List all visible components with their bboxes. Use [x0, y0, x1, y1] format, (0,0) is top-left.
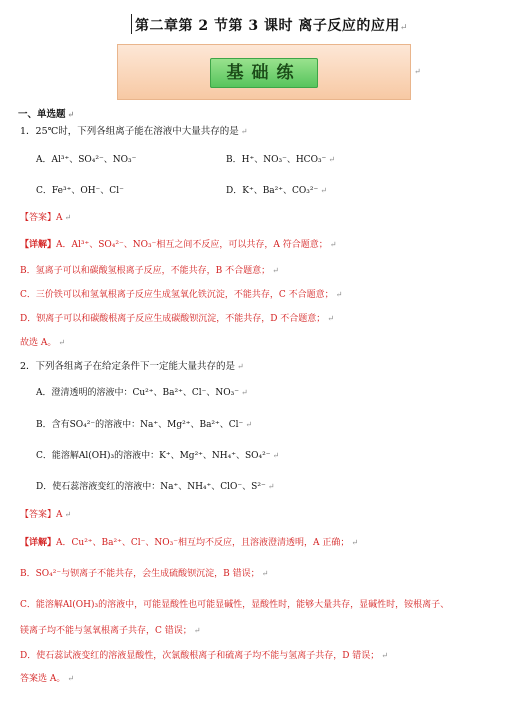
question-1-detail-a — [20, 239, 336, 251]
paragraph-mark: ↵ — [64, 510, 72, 519]
question-1-stem — [20, 126, 247, 138]
option-text: K⁺、Ba²⁺、CO₃²⁻ — [242, 186, 319, 196]
paragraph-mark: ↵ — [64, 213, 72, 222]
banner-label: 基础练 — [226, 63, 302, 83]
option-label: A． — [36, 155, 52, 165]
section-banner — [117, 44, 411, 100]
paragraph-mark: ↵ — [267, 482, 275, 491]
section-heading-text: 一、单选题 — [18, 109, 66, 120]
option-text: H⁺、NO₃⁻、HCO₃⁻ — [241, 155, 327, 165]
answer-value: A — [56, 213, 63, 223]
option-label: D． — [226, 186, 243, 196]
detail-tag: 【详解】 — [20, 538, 57, 548]
paragraph-mark: ↵ — [272, 266, 279, 275]
question-1-detail-b — [20, 265, 279, 277]
question-2-option-a — [36, 387, 248, 399]
detail-text: 镁离子均不能与氢氧根离子共存，C 错误； — [20, 626, 192, 636]
conclusion-text: 故选 A。 — [20, 338, 57, 348]
title-cursor-bar — [131, 14, 132, 34]
detail-tag: 【详解】 — [20, 240, 57, 250]
question-1-conclusion — [20, 337, 65, 349]
option-text: A．澄清透明的溶液中：Cu²⁺、Ba²⁺、Cl⁻、NO₃⁻ — [36, 388, 240, 398]
detail-text: B．氢离子可以和碳酸氢根离子反应，不能共存，B 不合题意； — [20, 266, 271, 276]
question-2-option-b — [36, 419, 252, 431]
paragraph-mark: ↵ — [328, 155, 336, 164]
paragraph-mark: ↵ — [58, 338, 66, 347]
question-2-stem — [20, 361, 244, 373]
answer-value: A — [56, 510, 63, 520]
option-text: B．含有SO₄²⁻的溶液中：Na⁺、Mg²⁺、Ba²⁺、Cl⁻ — [36, 420, 244, 430]
question-2-detail-b — [20, 568, 268, 580]
question-2-answer — [20, 509, 71, 521]
paragraph-mark: ↵ — [320, 186, 327, 195]
paragraph-mark: ↵ — [67, 674, 75, 683]
option-label: C． — [36, 186, 52, 196]
question-1-detail-c — [20, 289, 342, 301]
paragraph-mark: ↵ — [399, 23, 408, 33]
option-label: B． — [226, 155, 242, 165]
section-heading — [18, 108, 74, 121]
paragraph-mark: ↵ — [261, 569, 269, 578]
page-title-text: 第二章第 2 节第 3 课时 离子反应的应用 — [135, 18, 400, 34]
question-1-option-a — [36, 154, 136, 166]
question-1-option-b — [226, 154, 335, 166]
question-1-detail-d — [20, 313, 334, 325]
detail-text: A．Cu²⁺、Ba²⁺、Cl⁻、NO₃⁻相互均不反应，且溶液澄清透明，A 正确； — [56, 538, 350, 548]
conclusion-text: 答案选 A。 — [20, 674, 66, 684]
paragraph-mark: ↵ — [241, 388, 248, 397]
question-2-detail-a — [20, 537, 358, 549]
question-1-option-d — [226, 185, 327, 197]
question-2-conclusion — [20, 673, 74, 685]
detail-text: C．三价铁可以和氢氧根离子反应生成氢氧化铁沉淀，不能共存，C 不合题意； — [20, 290, 334, 300]
detail-text: C．能溶解Al(OH)₃的溶液中，可能显酸性也可能显碱性，显酸性时，能够大量共存，显碱性时，铵根离子、 — [20, 600, 450, 610]
paragraph-mark: ↵ — [193, 626, 201, 635]
question-2-detail-c-line2 — [20, 625, 200, 637]
paragraph-mark: ↵ — [237, 362, 244, 371]
banner-label-box — [210, 58, 318, 88]
paragraph-mark: ↵ — [240, 127, 248, 136]
question-2-stem-text: 2．下列各组离子在给定条件下一定能大量共存的是 — [20, 361, 236, 372]
question-2-detail-d — [20, 650, 388, 662]
option-text: D．使石蕊溶液变红的溶液中：Na⁺、NH₄⁺、ClO⁻、S²⁻ — [36, 482, 266, 492]
option-text: C．能溶解Al(OH)₃的溶液中：K⁺、Mg²⁺、NH₄⁺、SO₄²⁻ — [36, 451, 271, 461]
paragraph-mark: ↵ — [381, 651, 388, 660]
answer-tag: 【答案】 — [20, 213, 57, 223]
paragraph-mark: ↵ — [414, 67, 421, 76]
option-text: Fe³⁺、OH⁻、Cl⁻ — [51, 186, 124, 196]
detail-text: D．钡离子可以和碳酸根离子反应生成碳酸钡沉淀，不能共存，D 不合题意； — [20, 314, 326, 324]
detail-text: A．Al³⁺、SO₄²⁻、NO₃⁻相互之间不反应，可以共存，A 符合题意； — [56, 240, 328, 250]
option-text: Al³⁺、SO₄²⁻、NO₃⁻ — [51, 155, 137, 165]
answer-tag: 【答案】 — [20, 510, 57, 520]
question-1-option-c — [36, 185, 124, 197]
paragraph-mark: ↵ — [329, 240, 337, 249]
question-2-detail-c-line1 — [20, 599, 449, 611]
paragraph-mark: ↵ — [245, 420, 253, 429]
paragraph-mark: ↵ — [335, 290, 343, 299]
paragraph-mark: ↵ — [351, 538, 359, 547]
paragraph-mark: ↵ — [272, 451, 280, 460]
question-1-answer — [20, 212, 71, 224]
paragraph-mark: ↵ — [67, 109, 75, 119]
question-2-option-d — [36, 481, 274, 493]
question-1-stem-text: 1．25℃时，下列各组离子能在溶液中大量共存的是 — [20, 126, 239, 137]
detail-text: D．使石蕊试液变红的溶液显酸性，次氯酸根离子和硫离子均不能与氢离子共存，D 错误； — [20, 651, 380, 661]
paragraph-mark: ↵ — [327, 314, 334, 323]
question-2-option-c — [36, 450, 279, 462]
detail-text: B．SO₄²⁻与钡离子不能共存，会生成硫酸钡沉淀，B 错误； — [20, 569, 260, 579]
page-title — [135, 18, 408, 36]
